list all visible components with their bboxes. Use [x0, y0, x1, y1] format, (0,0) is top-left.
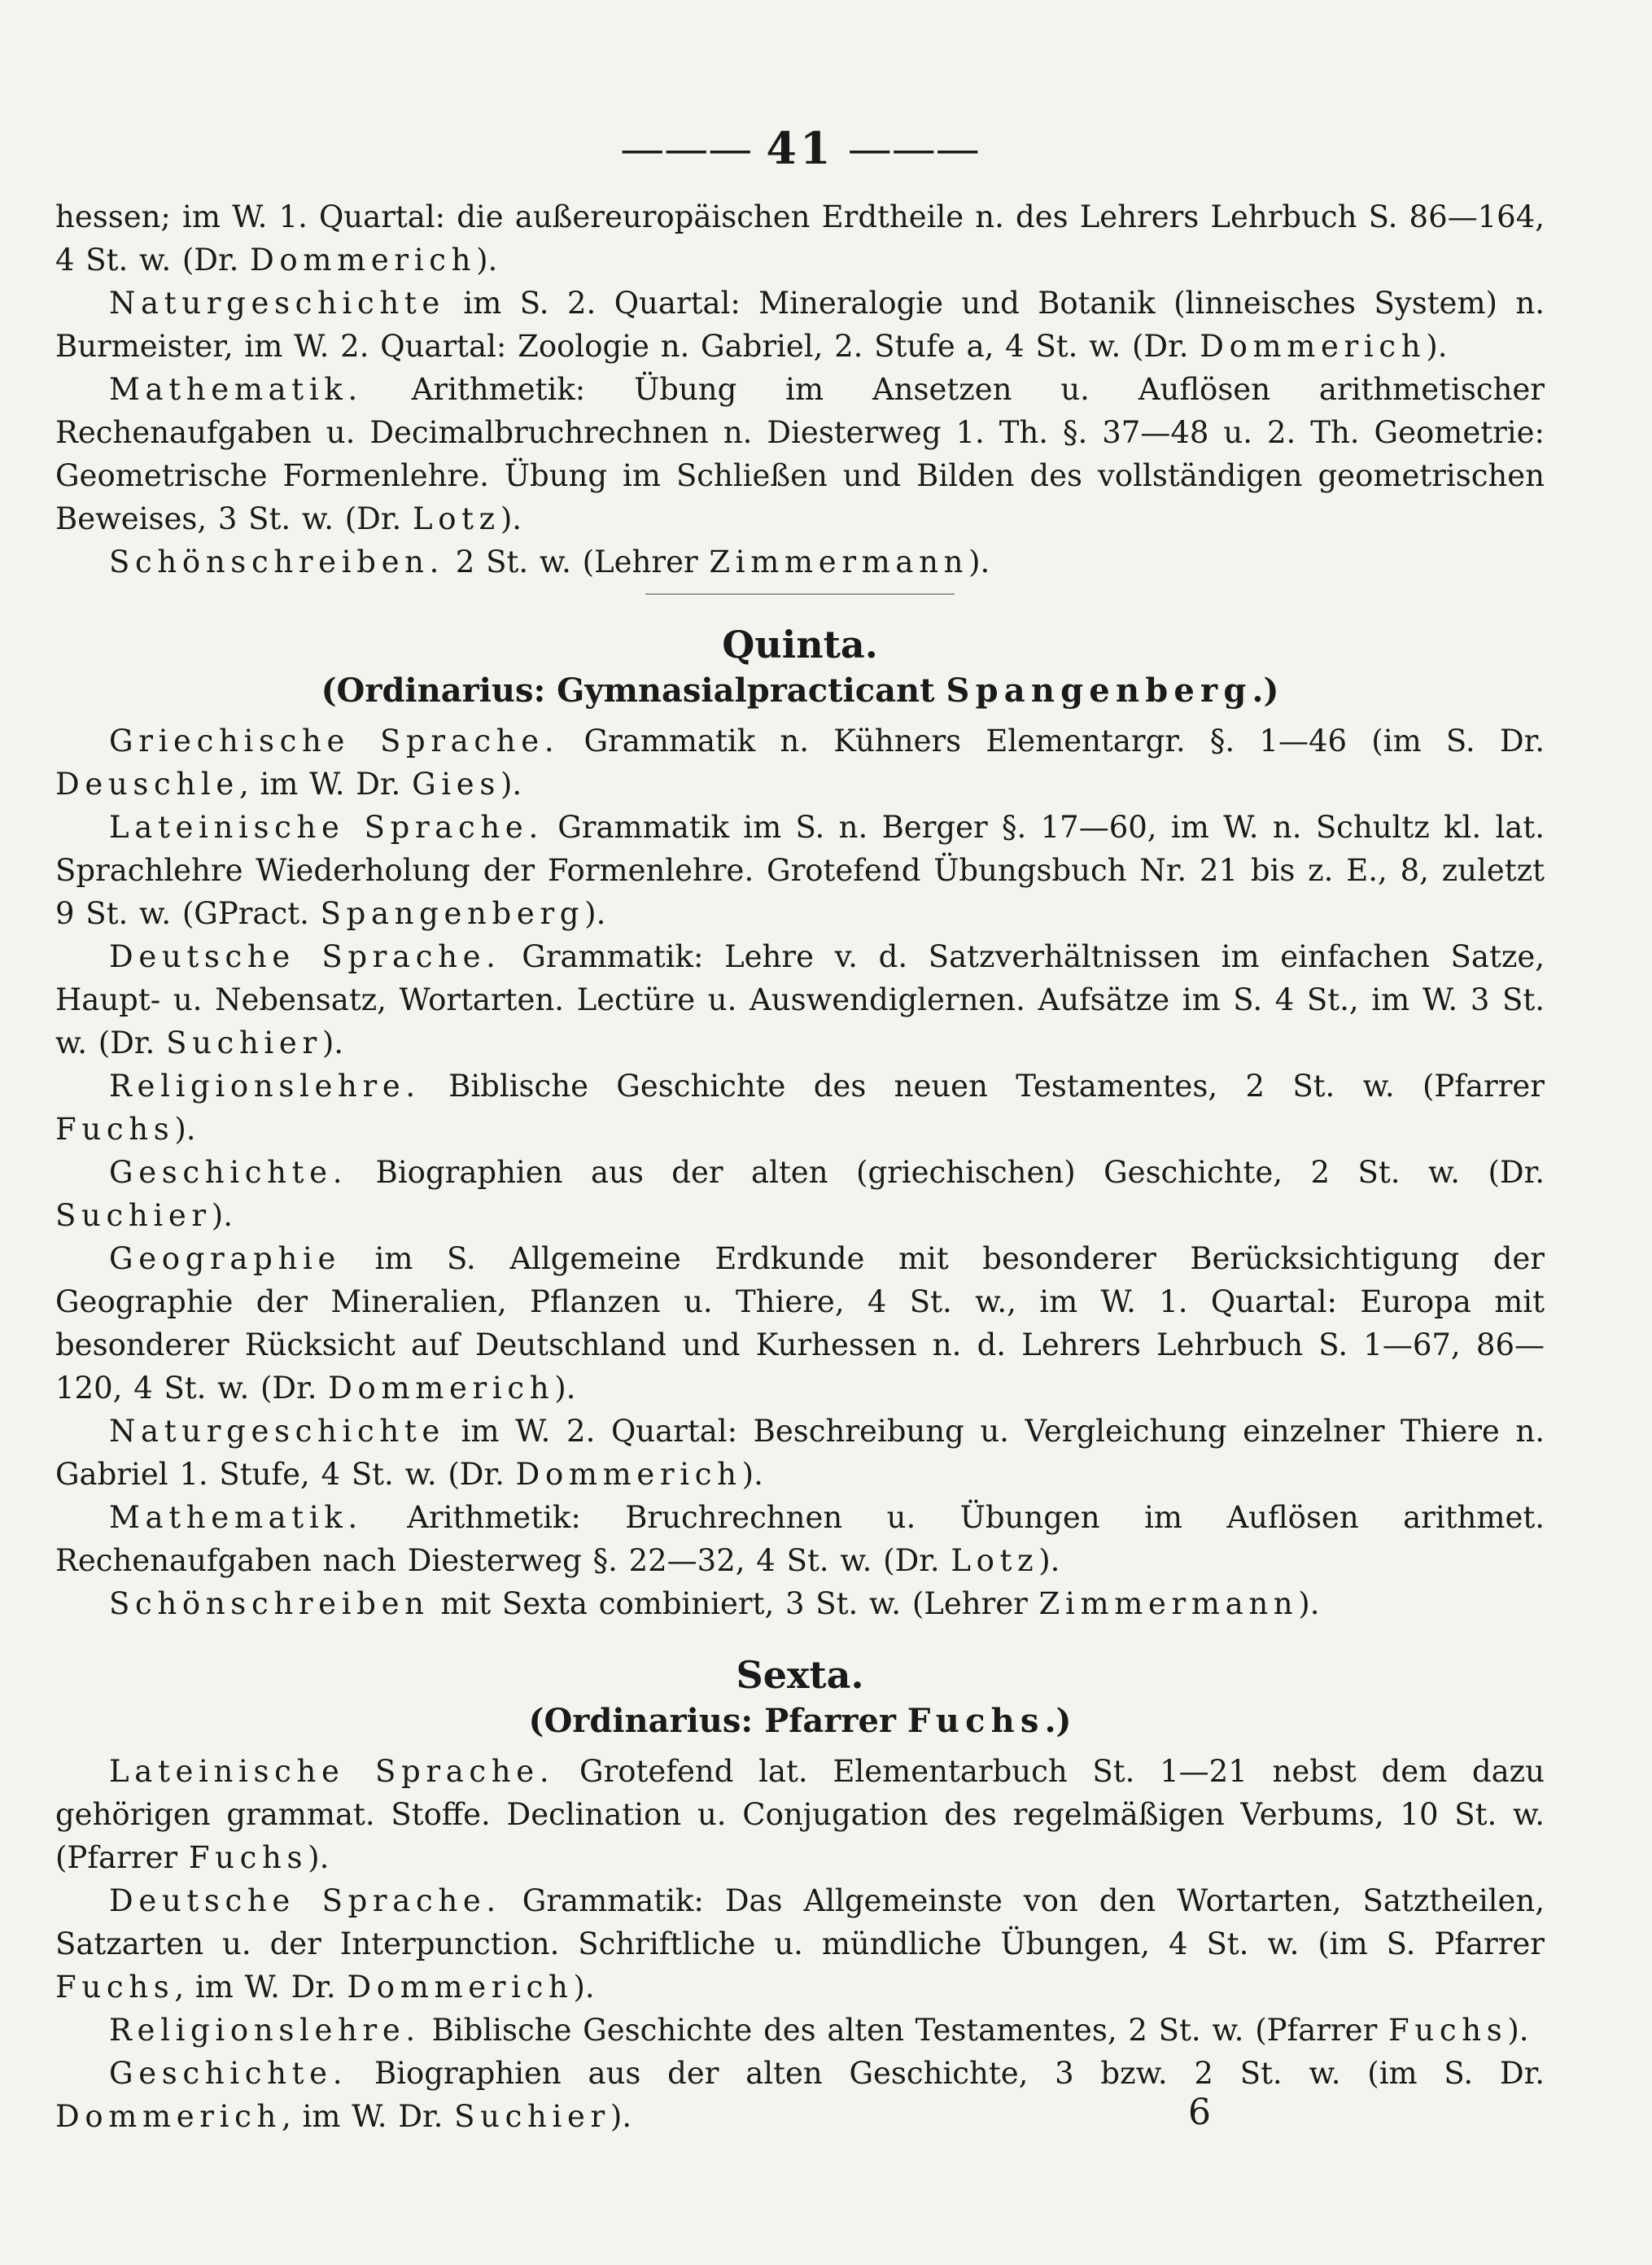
paragraph-naturgeschichte: Naturgeschichte im S. 2. Quartal: Mineralogie und Botanik (linneisches System) n. Burmeister, im W. 2. Quartal: Zoologie n. Gabriel, 2. Stufe a, 4 St. w. (Dr. Dommerich).	[55, 286, 1545, 364]
section-heading-quinta: Quinta.	[722, 623, 878, 667]
ordinarius-sexta: (Ordinarius: Pfarrer Fuchs.)	[528, 1702, 1072, 1740]
paragraph-geschichte-sexta: Geschichte. Biographien aus der alten Geschichte, 3 bzw. 2 St. w. (im S. Dr. Dommerich, im W. Dr. Suchier).	[55, 2056, 1545, 2134]
paragraph-latein-sexta: Lateinische Sprache. Grotefend lat. Elementarbuch St. 1—21 nebst dem dazu gehörigen grammat. Stoffe. Declination u. Conjugation des regelmäßigen Verbums, 10 St. w. (Pfarrer Fuchs).	[55, 1754, 1545, 1875]
paragraph-mathematik-quinta: Mathematik. Arithmetik: Bruchrechnen u. Übungen im Auflösen arithmet. Rechenaufgaben nach Diesterweg §. 22—32, 4 St. w. (Dr. Lotz).	[55, 1500, 1545, 1578]
ordinarius-quinta: (Ordinarius: Gymnasialpracticant Spangenberg.)	[321, 671, 1279, 710]
paragraph-schoenschreiben-quinta: Schönschreiben mit Sexta combiniert, 3 St. w. (Lehrer Zimmermann).	[109, 1586, 1320, 1621]
paragraph-latein: Lateinische Sprache. Grammatik im S. n. Berger §. 17—60, im W. n. Schultz kl. lat. Sprachlehre Wiederholung der Formenlehre. Grotefend Übungsbuch Nr. 21 bis z. E., 8, zuletzt 9 St. w. (GPract. Spangenberg).	[55, 810, 1545, 931]
paragraph-deutsch-sexta: Deutsche Sprache. Grammatik: Das Allgemeinste von den Wortarten, Satztheilen, Satzarten u. der Interpunction. Schriftliche u. mündliche Übungen, 4 St. w. (im S. Pfarrer Fuchs, im W. Dr. Dommerich).	[55, 1883, 1545, 2005]
paragraph-religion-sexta: Religionslehre. Biblische Geschichte des alten Testamentes, 2 St. w. (Pfarrer Fuchs).	[109, 2013, 1529, 2048]
paragraph-religion: Religionslehre. Biblische Geschichte des neuen Testamentes, 2 St. w. (Pfarrer Fuchs).	[55, 1069, 1545, 1147]
paragraph-schoenschreiben: Schönschreiben. 2 St. w. (Lehrer Zimmermann).	[109, 544, 990, 579]
page-number: ——— 41 ———	[620, 122, 980, 174]
paragraph-naturgeschichte-quinta: Naturgeschichte im W. 2. Quartal: Beschreibung u. Vergleichung einzelner Thiere n. Gabriel 1. Stufe, 4 St. w. (Dr. Dommerich).	[55, 1414, 1545, 1492]
section-divider	[645, 593, 955, 595]
paragraph-mathematik: Mathematik. Arithmetik: Übung im Ansetzen u. Auflösen arithmetischer Rechenaufgaben u. Decimalbruchrechnen n. Diesterweg 1. Th. §. 37—48 u. 2. Th. Geometrie: Geometrische Formenlehre. Übung im Schließen und Bilden des vollständigen geometrischen Beweises, 3 St. w. (Dr. Lotz).	[55, 372, 1545, 536]
section-heading-sexta: Sexta.	[736, 1653, 864, 1697]
paragraph-deutsch: Deutsche Sprache. Grammatik: Lehre v. d. Satzverhältnissen im einfachen Satze, Haupt- u. Nebensatz, Wortarten. Lectüre u. Auswendiglernen. Aufsätze im S. 4 St., im W. 3 St. w. (Dr. Suchier).	[55, 939, 1545, 1060]
paragraph-geographie: Geographie im S. Allgemeine Erdkunde mit besonderer Berücksichtigung der Geographie der Mineralien, Pflanzen u. Thiere, 4 St. w., im W. 1. Quartal: Europa mit besonderer Rücksicht auf Deutschland und Kurhessen n. d. Lehrers Lehrbuch S. 1—67, 86—120, 4 St. w. (Dr. Dommerich).	[55, 1241, 1545, 1406]
paragraph-geographie-end: hessen; im W. 1. Quartal: die außereuropäischen Erdtheile n. des Lehrers Lehrbuch S. 86—164, 4 St. w. (Dr. Dommerich).	[55, 199, 1545, 278]
paragraph-griechisch: Griechische Sprache. Grammatik n. Kühners Elementargr. §. 1—46 (im S. Dr. Deuschle, im W. Dr. Gies).	[55, 724, 1545, 802]
document-page	[55, 122, 1545, 2138]
signature-mark: 6	[1188, 2092, 1211, 2133]
paragraph-geschichte: Geschichte. Biographien aus der alten (griechischen) Geschichte, 2 St. w. (Dr. Suchier).	[55, 1155, 1545, 1233]
